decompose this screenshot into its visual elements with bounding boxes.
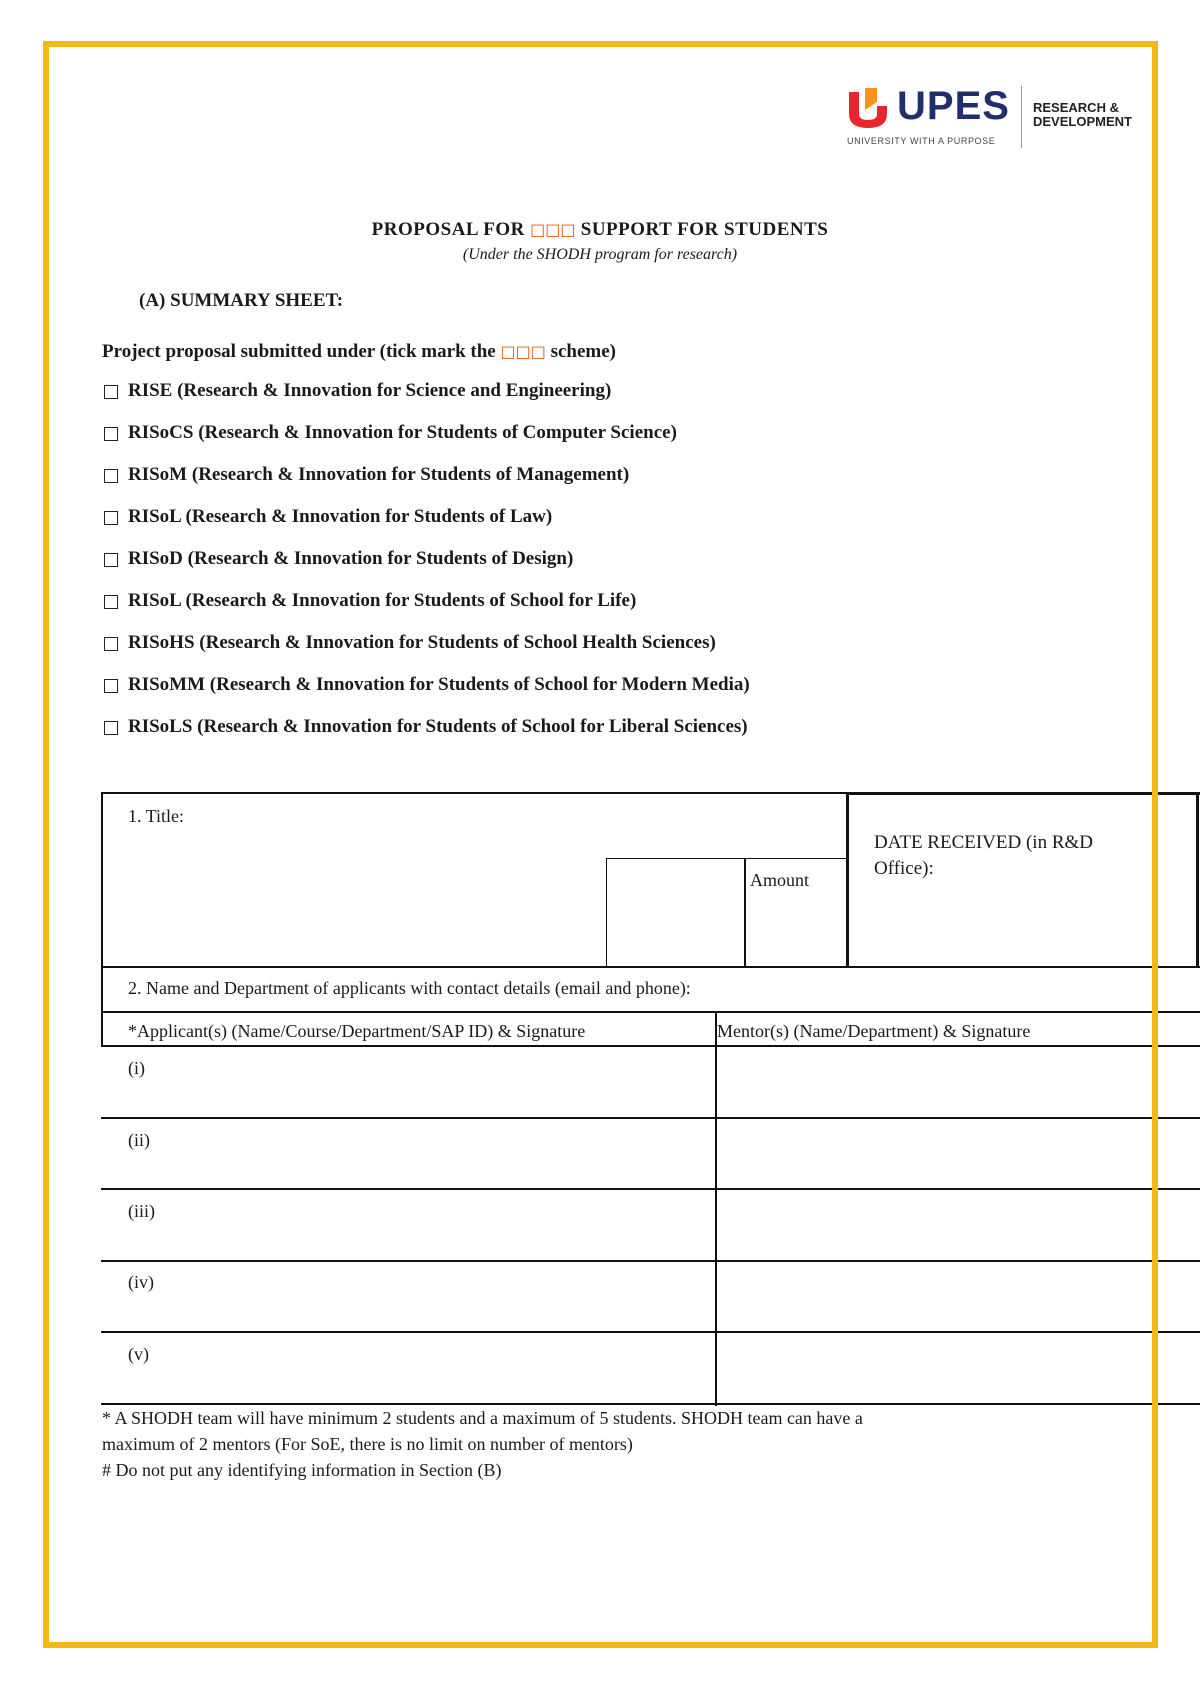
table-border [101,966,1200,968]
applicants-heading: 2. Name and Department of applicants with contact details (email and phone): [128,978,691,998]
table-border [101,1331,1200,1333]
scheme-item [104,716,750,758]
title-input[interactable] [108,800,842,854]
table-border [101,1260,1200,1262]
row-number: (iii) [128,1201,155,1221]
scheme-prompt-missing-glyphs: □□□ [500,342,546,361]
table-border [101,1117,1200,1119]
scheme-checkbox[interactable] [104,679,118,693]
amount-input[interactable] [612,864,742,962]
title-suffix: SUPPORT FOR STUDENTS [580,219,829,240]
row-number: (i) [128,1058,145,1078]
table-border [715,1011,717,1406]
scheme-prompt-suffix: scheme) [550,341,616,362]
logo-division [1033,101,1132,129]
amount-label: Amount [750,870,810,890]
scheme-checkbox[interactable] [104,721,118,735]
applicants-column-header: *Applicant(s) (Name/Course/Department/SAP ID) & Signature [128,1021,586,1041]
logo-divider [1021,86,1022,148]
scheme-checkbox[interactable] [104,427,118,441]
scheme-label: RISoHS (Research & Innovation for Students of School Health Sciences) [128,632,716,653]
section-a-heading: (A) SUMMARY SHEET: [139,290,344,311]
upes-logo [847,84,1147,152]
title-missing-glyphs: □□□ [530,220,576,239]
scheme-checkbox[interactable] [104,469,118,483]
table-border [846,792,1200,795]
logo-brand: UPES [897,84,1010,128]
scheme-label: RISoL (Research & Innovation for Students of Law) [128,506,553,527]
scheme-label: RISE (Research & Innovation for Science and Engineering) [128,380,612,401]
scheme-item [104,548,750,590]
table-border [1196,792,1199,968]
scheme-prompt [102,341,616,363]
table-border [606,858,848,859]
table-border [101,1188,1200,1190]
scheme-prompt-prefix: Project proposal submitted under (tick mark the [102,341,496,362]
scheme-checkbox[interactable] [104,637,118,651]
date-received-line1: DATE RECEIVED (in R&D [874,832,1094,853]
scheme-item [104,632,750,674]
footnote-line: maximum of 2 mentors (For SoE, there is no limit on number of mentors) [102,1434,633,1454]
scheme-item [104,674,750,716]
scheme-checkbox[interactable] [104,511,118,525]
date-received-label [874,830,1093,882]
scheme-label: RISoD (Research & Innovation for Students of Design) [128,548,574,569]
scheme-label: RISoCS (Research & Innovation for Students of Computer Science) [128,422,677,443]
scheme-item [104,506,750,548]
scheme-label: RISoM (Research & Innovation for Students of Management) [128,464,630,485]
scheme-item [104,464,750,506]
upes-mark-icon [847,88,889,128]
logo-division-line2: DEVELOPMENT [1033,114,1132,129]
scheme-label: RISoLS (Research & Innovation for Students of School for Liberal Sciences) [128,716,748,737]
footnote-line: * A SHODH team will have minimum 2 students and a maximum of 5 students. SHODH team can have a [102,1408,863,1428]
scheme-checkbox[interactable] [104,553,118,567]
scheme-label: RISoL (Research & Innovation for Students of School for Life) [128,590,637,611]
scheme-label: RISoMM (Research & Innovation for Students of School for Modern Media) [128,674,750,695]
scheme-item [104,422,750,464]
table-border [744,858,746,966]
row-number: (ii) [128,1130,150,1150]
title-label: 1. Title: [128,806,185,826]
document-title [0,219,1200,241]
scheme-checkbox[interactable] [104,595,118,609]
footnotes [102,1405,863,1483]
footnote-line: # Do not put any identifying information in Section (B) [102,1460,502,1480]
scheme-list [104,380,750,758]
scheme-item [104,590,750,632]
table-border [101,1011,1200,1013]
table-border [846,792,849,968]
row-number: (v) [128,1344,149,1364]
logo-tagline: UNIVERSITY WITH A PURPOSE [847,136,996,146]
table-border [101,1045,1200,1047]
logo-division-line1: RESEARCH & [1033,100,1119,115]
table-border [101,792,848,794]
date-received-line2: Office): [874,858,934,879]
document-subtitle: (Under the SHODH program for research) [462,246,738,263]
table-border [606,858,607,966]
row-number: (iv) [128,1272,154,1292]
mentors-column-header: Mentor(s) (Name/Department) & Signature [717,1021,1031,1041]
table-border [101,966,103,1046]
scheme-checkbox[interactable] [104,385,118,399]
scheme-item [104,380,750,422]
title-prefix: PROPOSAL FOR [371,219,525,240]
